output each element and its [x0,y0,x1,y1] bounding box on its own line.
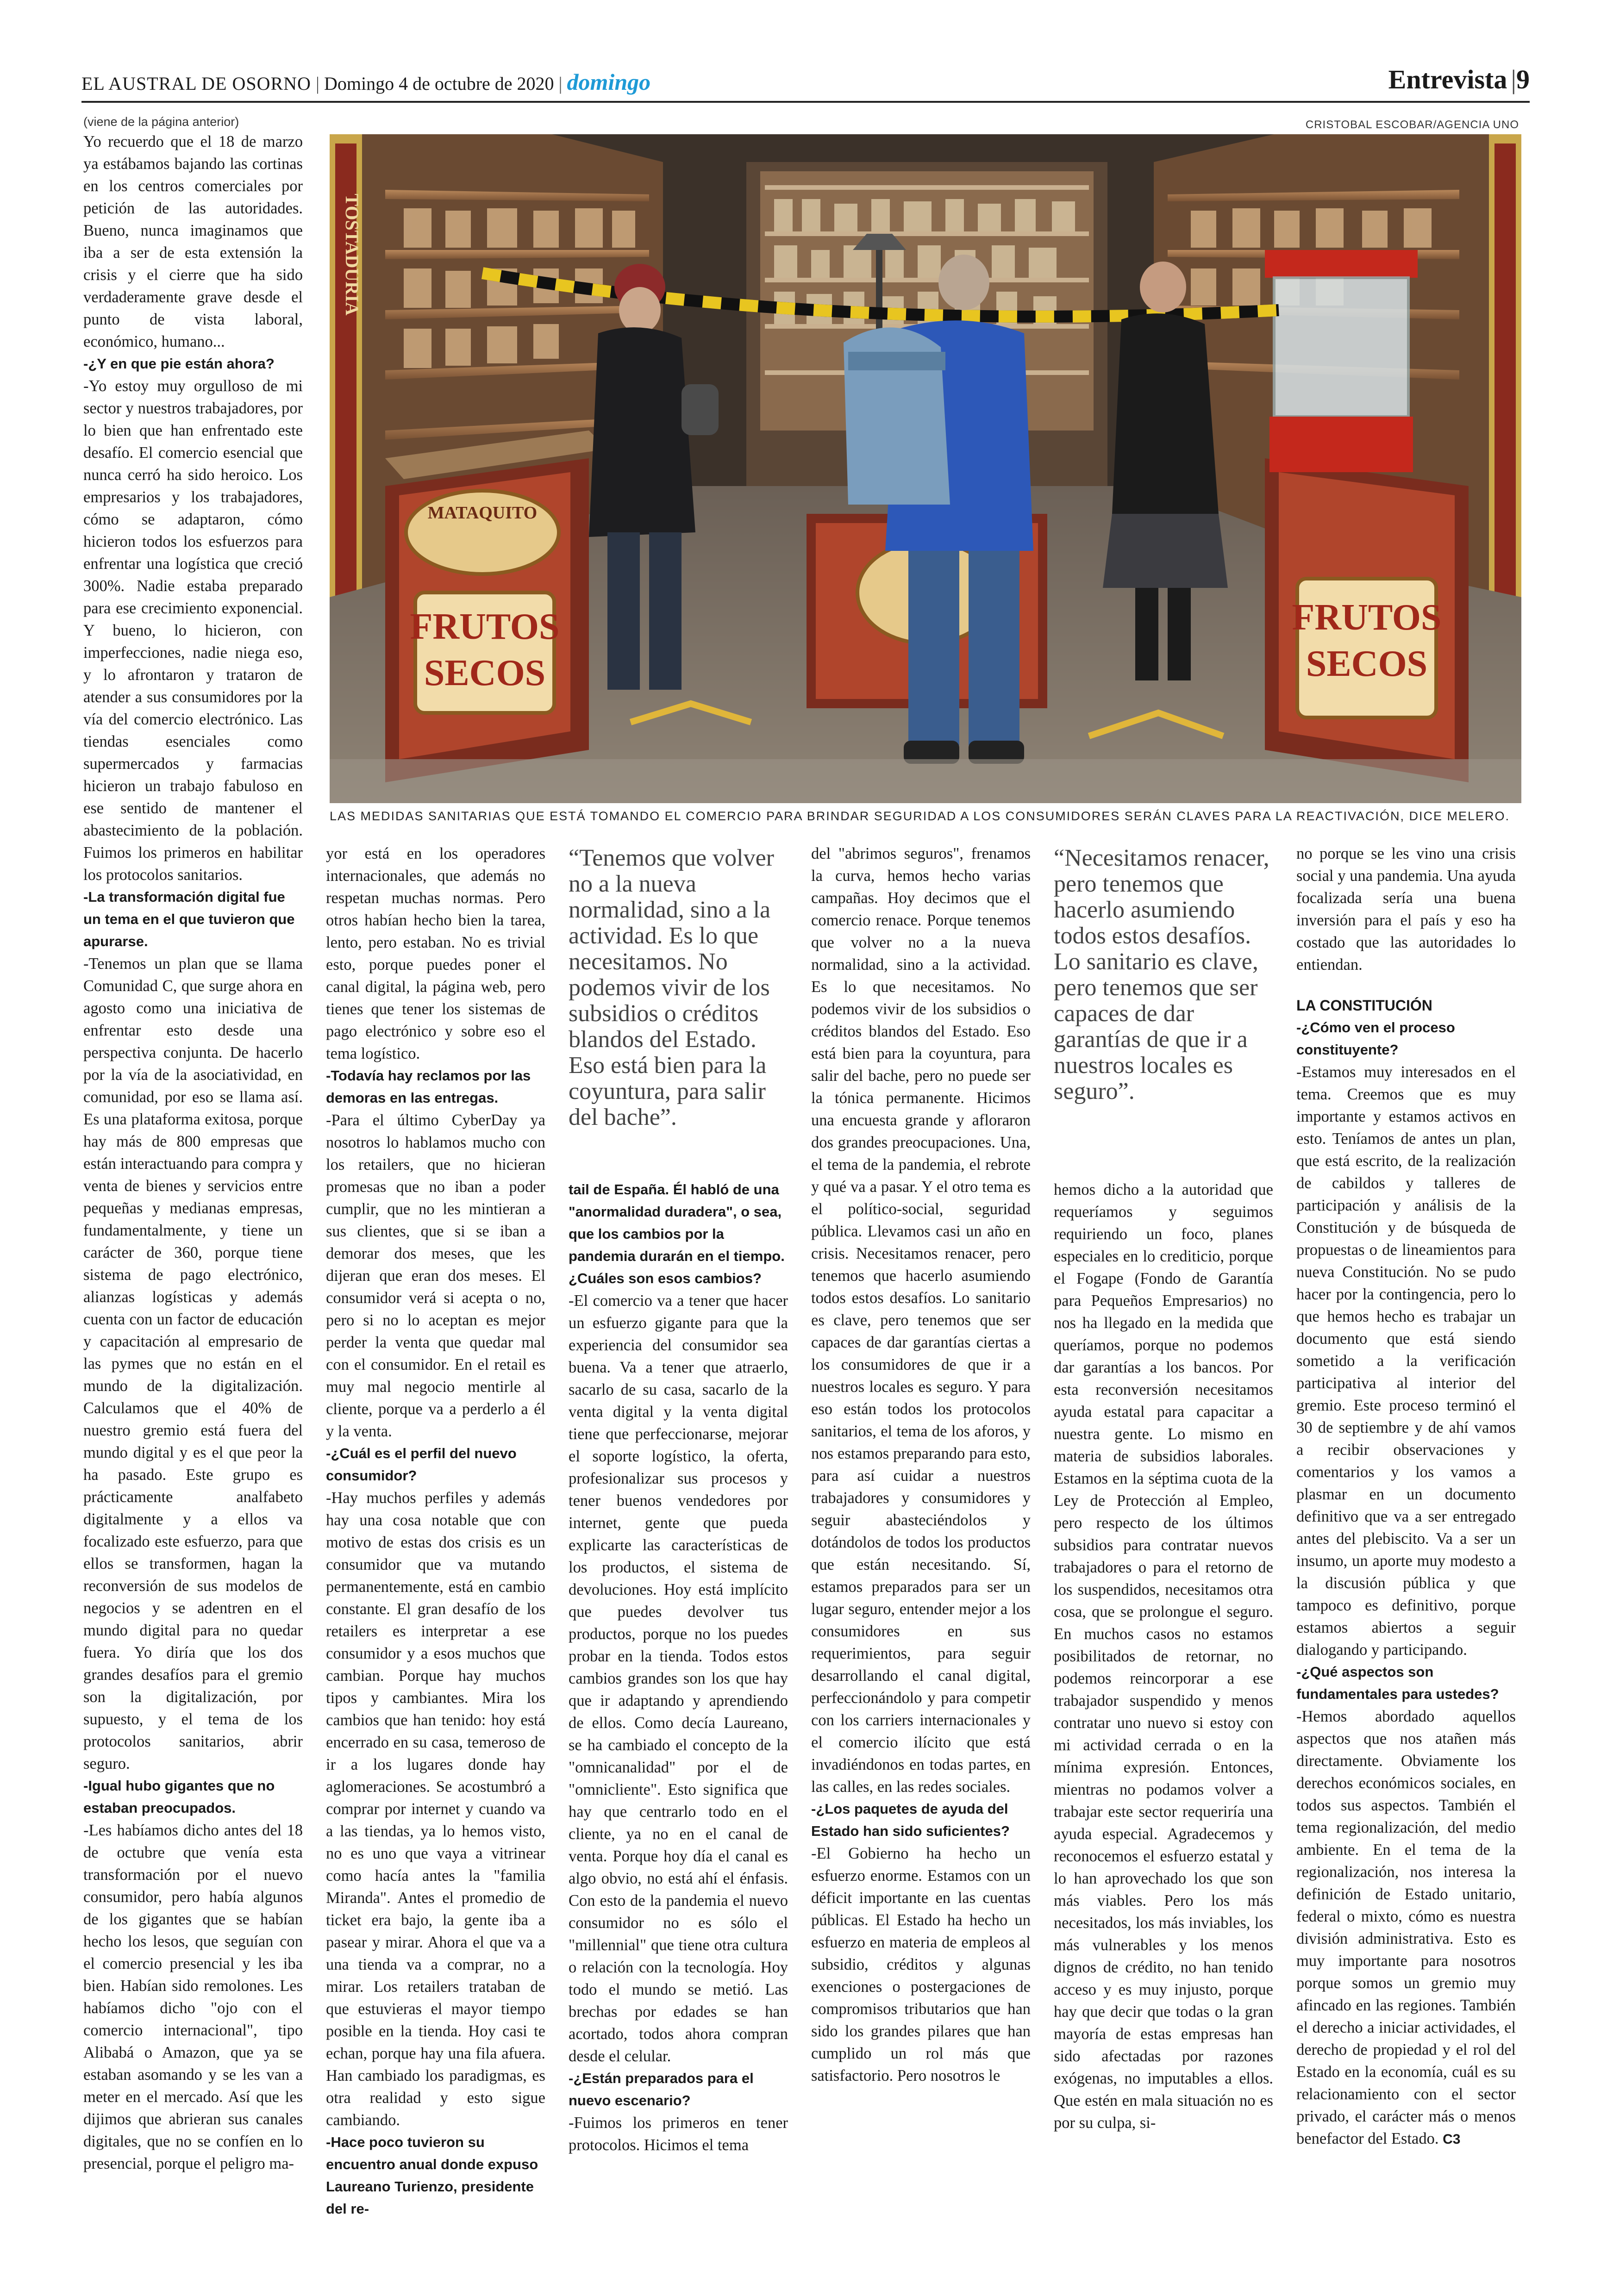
interview-question: -¿Qué aspectos son fundamentales para ustedes? [1296,1664,1499,1702]
left-counter [385,430,607,782]
photo-credit: CRISTOBAL ESCOBAR/AGENCIA UNO [1305,119,1519,131]
paragraph: del "abrimos seguros", frenamos la curva, hemos hecho varias campañas. Hoy decimos que el comercio renace. Porque tenemos que volver no a la nueva normalidad, sino a la actividad. Es lo que necesitamos. No podemos vivir de los subsidios o créditos blandos del Estado. Eso está bien para la coyuntura, para salir del bache, pero no puede ser la tónica permanente. Hicimos una encuesta grande y afloraron dos grandes preocupaciones. Una, el tema de la pandemia, el rebrote y qué va a pasar. Y el otro tema es el político-social, seguridad pública. Llevamos casi un año en crisis. Necesitamos renacer, pero tenemos que hacerlo asumiendo todos estos desafíos. Lo sanitario es clave, pero tenemos que ser capaces de dar garantías ciertas a los consumidores de que ir a nuestros locales es seguro. Y para eso están todos los protocolos sanitarios, el tema de los aforos, y nos estamos preparando para esto, para así cuidar a nuestros trabajadores y consumidores y seguir abasteciéndolos y dotándolos de todos los productos que están necesitando. Sí, estamos preparados para ser un lugar seguro, entender mejor a los consumidores en sus requerimientos, para seguir desarrollando el canal digital, perfeccionándolo y para competir con los carriers internacionales y el comercio ilícito que está invadiéndonos en todas partes, en las calles, en las redes sociales. [811,845,1031,1796]
pull-quote-2 [1054,845,1273,1104]
article-column-2 [326,842,545,2220]
article-column-4 [811,842,1031,2087]
paragraph: no porque se les vino una crisis social y una pandemia. Una ayuda focalizada sería una buena inversión para el país y eso ha costado que las autoridades lo entiendan. [1296,845,1516,973]
store-photo [330,134,1521,803]
interview-question: -¿Cuál es el perfil del nuevo consumidor? [326,1445,517,1484]
paragraph: Yo recuerdo que el 18 de marzo ya estábamos bajando las cortinas en los centros comerciales por petición de las autoridades. Bueno, nunca imaginamos que iba a ser de esta extensión la crisis y el cierre que ha sido verdaderamente grave desde el punto de vista laboral, económico, humano... [83,133,303,350]
paragraph: -Tenemos un plan que se llama Comunidad C, que surge ahora en agosto como una iniciativa de enfrentar esto desde una perspectiva conjunta. De hacerlo por la vía de la asociatividad, en comunidad, por eso se llama así. Es una plataforma exitosa, porque hay más de 800 empresas que están interactuando para compra y venta de bienes y servicios entre pequeñas y medianas empresas, fundamentalmente, y tiene un carácter de 360, porque tiene sistema de pago electrónico, alianzas logísticas y además cuenta con un factor de educación y capacitación al empresario de las pymes que no están en el mundo de la digitalización. Calculamos que el 40% de nuestro gremio está fuera del mundo digital y es el que peor la ha pasado. Este grupo es prácticamente analfabeto digitalmente y a ellos va focalizado este esfuerzo, para que ellos se transformen, hagan la reconversión de sus modelos de negocios y se adentren en el mundo digital para no quedar fuera. Yo diría que los dos grandes desafíos para el gremio son la digitalización, por supuesto, y el tema de los protocolos sanitarios, abrir seguro. [83,955,303,1772]
paragraph: -Yo estoy muy orgulloso de mi sector y nuestros trabajadores, por lo bien que han enfrentado este desafío. El comercio esencial que nunca cerró ha sido heroico. Los empresarios y los trabajadores, cómo se adaptaron, cómo hicieron todos los esfuerzos para enfrentar una logística que creció 300%. Nadie estaba preparado para ese crecimiento exponencial. Y bueno, lo hicieron, con imperfecciones, nadie niega eso, y lo afrontaron y trataron de atender a sus consumidores por la vía del comercio electrónico. Las tiendas esenciales como supermercados y farmacias hicieron un trabajo fabuloso en ese sentido de mantener el abastecimiento de la población. Fuimos los primeros en habilitar los protocolos sanitarios. [83,377,303,884]
photo-caption: LAS MEDIDAS SANITARIAS QUE ESTÁ TOMANDO EL COMERCIO PARA BRINDAR SEGURIDAD A LOS CONSUMIDORES SERÁN CLAVES PARA LA REACTIVACIÓN, DICE MELERO. [330,809,1510,823]
paragraph: -El comercio va a tener que hacer un esfuerzo gigante para que la experiencia del consumidor sea buena. Va a tener que atraerlo, sacarlo de su casa, sacarlo de la venta digital y la venta digital tiene que perfeccionarse, mejorar el soporte logístico, la oferta, profesionalizar sus procesos y tener buenos vendedores por internet, gente que pueda explicarte las características de los productos, el sistema de devoluciones. Hoy está implícito que puedes devolver tus productos, porque no los puedes probar en la tienda. Todos estos cambios grandes son los que hay que ir adaptando y aprendiendo de ellos. Como decía Laureano, se ha cambiado el concepto de la "omnicanalidad" por el de "omnicliente". Esto significa que hay que centrarlo todo en el cliente, ya no en el canal de venta. Porque hoy día el canal es algo obvio, no está ahí el énfasis. Con esto de la pandemia el nuevo consumidor no es sólo el "millennial" que tiene otra cultura o relación con la tecnología. Hoy todo el mundo se metió. Las brechas por edades se han acortado, todos ahora compran desde el celular. [569,1292,788,2065]
paragraph: yor está en los operadores internacionales, que además no respetan muchas normas. Pero otros habían hecho bien la tarea, lento, pero estaban. No es trivial esto, porque puedes poner el canal digital, la página web, pero tienes que tener los sistemas de pago electrónico y sobre eso el tema logístico. [326,845,545,1062]
paragraph: hemos dicho a la autoridad que requeríamos y seguimos requiriendo un foco, planes especiales en lo crediticio, porque el Fogape (Fondo de Garantía para Pequeños Empresarios) no nos ha llegado en la medida que queríamos, porque no podemos dar garantías a los bancos. Por esta reconversión necesitamos ayuda estatal para capacitar a nuestra gente. Lo mismo en materia de subsidios laborales. Estamos en la séptima cuota de la Ley de Protección al Empleo, pero respecto de los últimos subsidios para contratar nuevos trabajadores o para el retorno de los suspendidos, necesitamos otra cosa, que se prolongue el seguro. En muchos casos no estamos posibilitados de retornar, no podemos reincorporar a ese trabajador suspendido y menos contratar uno nuevo si estoy con mi actividad cerrada o en la mínima expresión. Entonces, mientras no podamos volver a trabajar este sector requeriría una ayuda especial. Agradecemos y reconocemos el esfuerzo estatal y lo han aprovechado los que son más viables. Pero los más necesitados, los más inviables, los más vulnerables y los menos dignos de crédito, no han tenido acceso y es muy injusto, porque hay que decir que todas o la gran mayoría de estas empresas han sido afectadas por razones exógenas, no imputables a ellos. Que estén en mala situación no es por su culpa, si- [1054,1181,1273,2132]
sign-right-frutos: FRUTOS [1292,597,1442,638]
pull-quote-1 [569,845,788,1130]
sign-left-secos: SECOS [424,653,546,693]
page-header [81,62,1530,103]
subheading: LA CONSTITUCIÓN [1296,997,1432,1014]
side-banner-text: TOSTADURIA [342,193,363,316]
interview-question: -¿Los paquetes de ayuda del Estado han sido suficientes? [811,1801,1010,1839]
interview-question: tail de España. Él habló de una "anormalidad duradera", o sea, que los cambios por la pandemia durarán en el tiempo. ¿Cuáles son esos cambios? [569,1181,785,1286]
interview-question: -Hace poco tuvieron su encuentro anual donde expuso Laureano Turienzo, presidente del re- [326,2134,538,2217]
section-name: Entrevista [1388,64,1507,94]
interview-question: -¿Cómo ven el proceso constituyente? [1296,1019,1455,1058]
paragraph-text: -Hemos abordado aquellos aspectos que nos atañen más directamente. Obviamente los derechos económicos sociales, en todos sus aspectos. También el tema regionalización, del medio ambiente. En el tema de la regionalización, nos interesa la definición de Estado unitario, federal o mixto, cómo es nuestra división administrativa. Esto es muy importante para nosotros porque somos un gremio muy afincado en las regiones. También el derecho a iniciar actividades, el derecho de propiedad y el rol del Estado en la economía, cuál es su relacionamiento con el sector privado, el carácter más o menos benefactor del Estado. [1296,1708,1516,2147]
interview-question: -Todavía hay reclamos por las demoras en las entregas. [326,1067,531,1106]
interview-question: -¿Y en que pie están ahora? [83,356,275,372]
sign-right-secos: SECOS [1306,643,1428,684]
header-right: Entrevista |9 [1388,64,1530,94]
article-column-5 [1054,1179,1273,2134]
header-left: EL AUSTRAL DE OSORNO | Domingo 4 de octubre de 2020 | domingo [81,69,651,95]
page-number: 9 [1516,64,1530,94]
article-column-1 [83,131,303,2175]
interview-question: -La transformación digital fue un tema en el que tuvieron que apurarse. [83,889,295,949]
continued-note: (viene de la página anterior) [83,115,239,129]
paragraph [1296,1705,1516,2151]
interview-question: -Igual hubo gigantes que no estaban preocupados. [83,1778,275,1816]
paragraph: -El Gobierno ha hecho un esfuerzo enorme. Estamos con un déficit importante en las cuentas públicas. El Estado ha hecho un esfuerzo en materia de empleos al subsidio, créditos y algunas exenciones o postergaciones de compromisos tributarios que han sido los grandes pilares que han cumplido un rol más que satisfactorio. Pero nosotros le [811,1845,1031,2084]
pull-quote-text: “Tenemos que volver no a la nueva normalidad, sino a la actividad. Es lo que necesitamos. No podemos vivir de los subsidios o créditos blandos del Estado. Eso está bien para la coyuntura, para salir del bache”. [569,845,774,1130]
paragraph: -Les habíamos dicho antes del 18 de octubre que venía esta transformación por el nuevo consumidor, pero había algunos de los gigantes que se habían hecho los lesos, que seguían con el comercio presencial y les iba bien. Habían sido remolones. Les habíamos dicho "ojo con el comercio internacional", tipo Alibabá o Amazon, que ya se estaban asomando y se les van a meter en el mercado. Así que les dijimos que abrieran sus canales digitales, que no se confíen en lo presencial, porque el peligro ma- [83,1822,303,2172]
store-photo-illustration [330,134,1521,803]
end-mark: C3 [1443,2132,1461,2147]
pull-quote-text: “Necesitamos renacer, pero tenemos que hacerlo asumiendo todos estos desafíos. Lo sanitario es clave, pero tenemos que ser capaces de dar garantías de que ir a nuestros locales es seguro”. [1054,845,1269,1104]
paragraph: -Estamos muy interesados en el tema. Creemos que es muy importante y estamos activos en esto. Teníamos de antes un plan, que está escrito, de la realización de cabildos y talleres de participación y análisis de la Constitución y de búsqueda de propuestas o de lineamientos para nueva Constitución. No se pudo hacer por la contingencia, pero lo que hemos hecho es trabajar un documento que está siendo sometido a la verificación participativa al interior del gremio. Este proceso terminó el 30 de septiembre y de ahí vamos a recibir observaciones y comentarios y los vamos a plasmar en un documento definitivo que va a ser entregado antes del plebiscito. Va a ser un insumo, un aporte muy modesto a la discusión pública y que tampoco es definitivo, porque estamos abiertos a seguir dialogando y participando. [1296,1063,1516,1659]
newspaper-name: EL AUSTRAL DE OSORNO [81,73,311,94]
paragraph: -Fuimos los primeros en tener protocolos. Hicimos el tema [569,2114,788,2154]
issue-date: Domingo 4 de octubre de 2020 [324,73,554,94]
sign-mataquito: MATAQUITO [427,503,538,523]
article-column-6 [1296,842,1516,2151]
sign-left-frutos: FRUTOS [410,606,560,647]
paragraph: -Para el último CyberDay ya nosotros lo hablamos mucho con los retailers, que no hicieran promesas que no iban a poder cumplir, que no les mintieran a sus clientes, que si se iban a demorar dos meses, que les dijeran que eran dos meses. El consumidor verá si acepta o no, pero si no lo aceptan es mejor perder la venta que quedar mal con el consumidor. En el retail es muy mal negocio mentirle al cliente, porque va a perderlo a él y la venta. [326,1111,545,1440]
article-column-3 [569,1179,788,2156]
paragraph: -Hay muchos perfiles y además hay una cosa notable que con motivo de estas dos crisis es un consumidor que va mutando permanentemente, está en cambio constante. El gran desafío de los retailers es interpretar a ese consumidor y a esos muchos que cambian. Porque hay muchos tipos y cambiantes. Mira los cambios que han tenido: hoy está encerrado en su casa, temeroso de ir a los lugares donde hay aglomeraciones. Se acostumbró a comprar por internet y cuando va a las tiendas, ya lo hemos visto, no es uno que vaya a vitrinear como hacía antes la "familia Miranda". Antes el promedio de ticket era bajo, la gente iba a pasear y mirar. Ahora el que va a una tienda va a comprar, no a mirar. Los retailers trataban de que estuvieras el mayor tiempo posible en la tienda. Hoy casi te echan, porque hay una fila afuera. Han cambiado los paradigmas, es otra realidad y esto sigue cambiando. [326,1489,545,2129]
interview-question: -¿Están preparados para el nuevo escenario? [569,2070,754,2109]
edition-name: domingo [567,69,651,95]
